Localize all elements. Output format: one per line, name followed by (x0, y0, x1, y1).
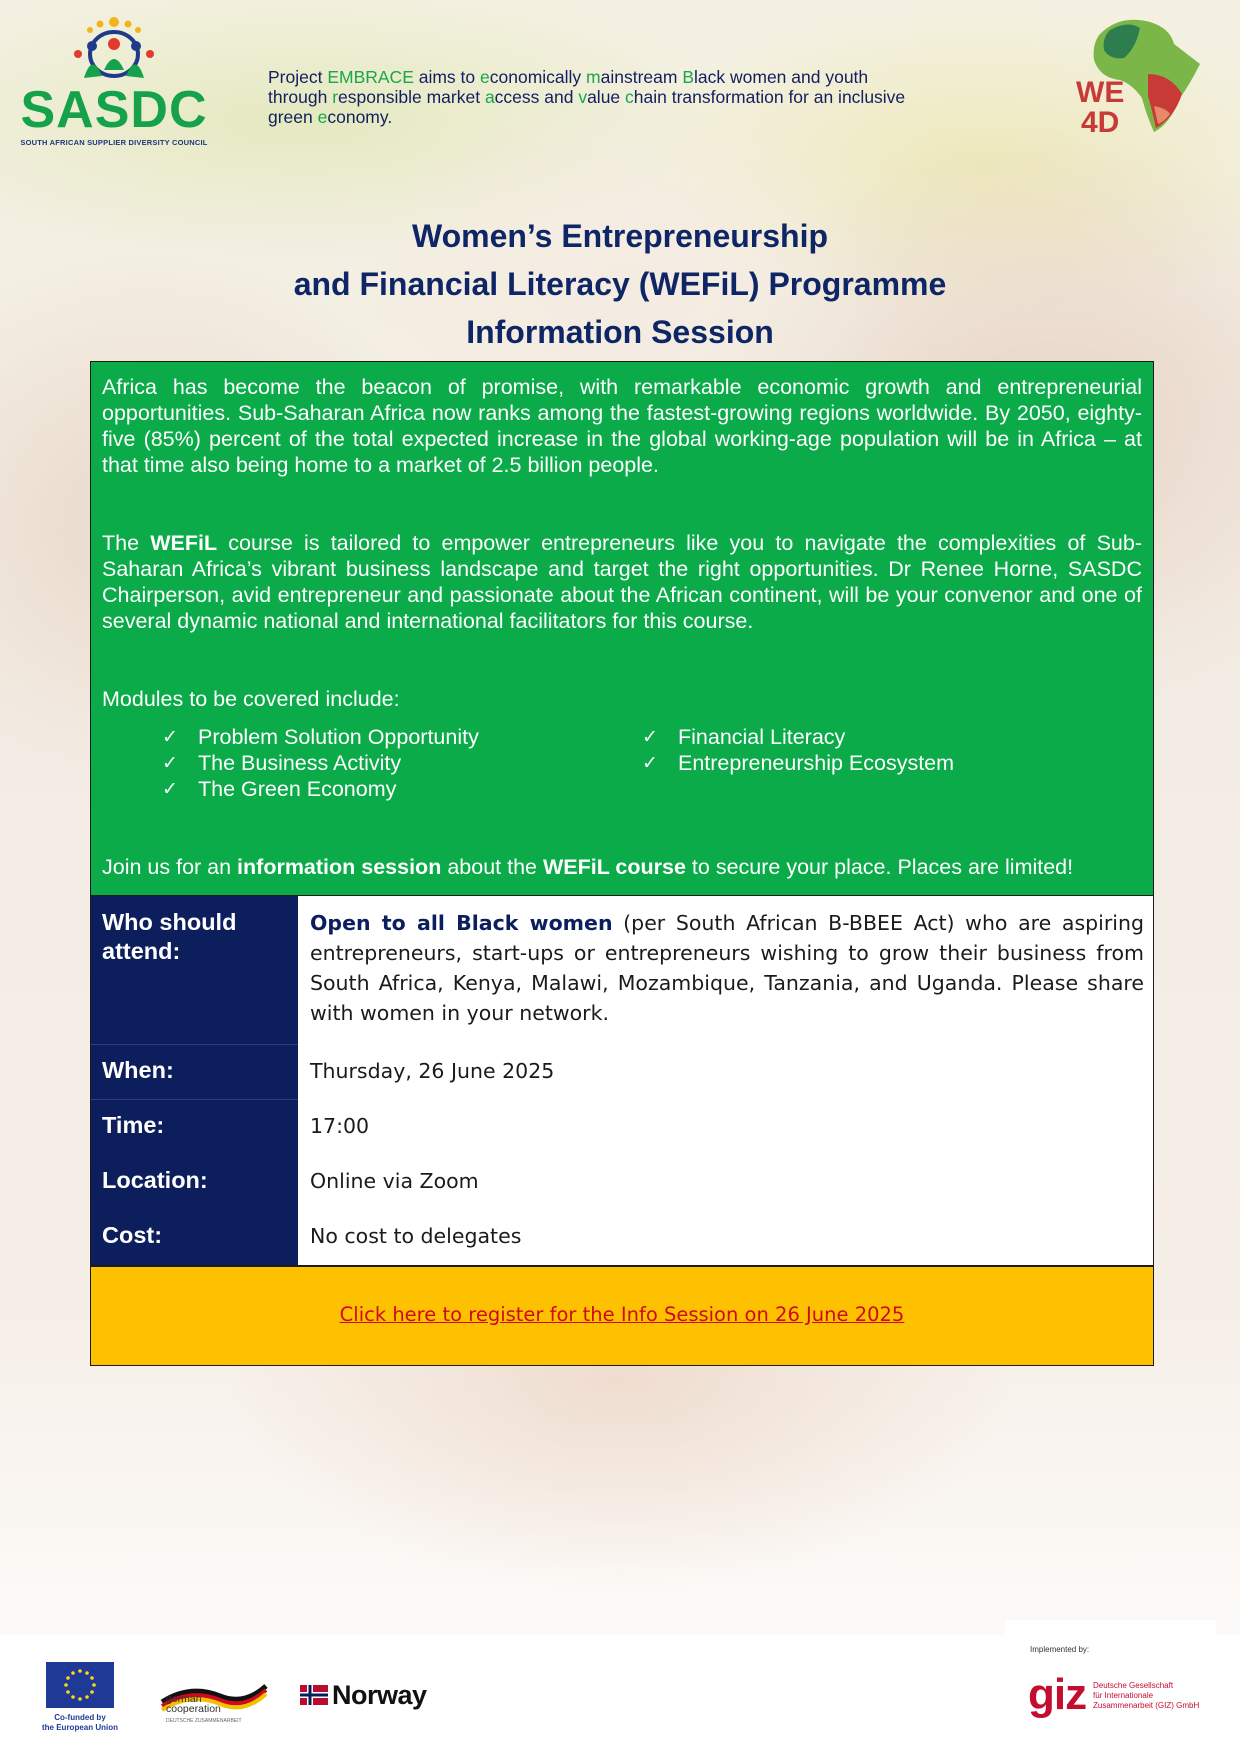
title-line-1: Women’s Entrepreneurship (411, 218, 829, 254)
norway-text: Norway (332, 1679, 427, 1710)
german-cooperation-subtext: DEUTSCHE ZUSAMMENARBEIT (166, 1718, 242, 1724)
table-row-who (91, 896, 1153, 1044)
modules-column-left (102, 724, 622, 802)
cost-label: Cost: (102, 1222, 163, 1248)
check-icon: ✓ (162, 726, 178, 748)
time-value: 17:00 (310, 1114, 370, 1138)
norway-logo (300, 1680, 427, 1710)
check-icon: ✓ (642, 752, 658, 774)
list-item: ✓ The Business Activity (162, 751, 402, 775)
intro-paragraph: Africa has become the beacon of promise, with remarkable economic growth and entrepreneurial opportunities. Sub-Saharan Africa now ranks among the fastest-growing regions worldwide. By 2050, eighty-five (85%) percent of the total expected increase in the global working-age population will be in Africa – at that time also being home to a market of 2.5 billion people. (102, 375, 1142, 477)
join-paragraph: Join us for an information session about the WEFiL course to secure your place. Places are limited! (102, 855, 1074, 879)
we4d-logo (1070, 14, 1210, 144)
cost-value: No cost to delegates (310, 1224, 522, 1248)
sasdc-logo (16, 14, 212, 150)
table-row-location (91, 1154, 1153, 1209)
intro-box (90, 361, 1154, 896)
when-label: When: (102, 1057, 174, 1083)
giz-logo: giz (1028, 1670, 1087, 1719)
tagline-line-3: green economy. (268, 107, 393, 127)
modules-list (102, 724, 1142, 802)
modules-column-right (622, 724, 1142, 802)
check-icon: ✓ (642, 726, 658, 748)
register-band (90, 1266, 1154, 1366)
list-item: ✓ Problem Solution Opportunity (162, 725, 479, 749)
table-row-time (91, 1099, 1153, 1154)
list-item: ✓ The Green Economy (162, 777, 397, 801)
modules-lead: Modules to be covered include: (102, 687, 400, 711)
when-value: Thursday, 26 June 2025 (310, 1059, 555, 1083)
giz-description: Deutsche Gesellschaft für Internationale Zusammenarbeit (GIZ) GmbH (1093, 1681, 1200, 1710)
list-item: ✓ Financial Literacy (642, 725, 846, 749)
course-paragraph: The WEFiL course is tailored to empower entrepreneurs like you to navigate the complexities of Sub-Saharan Africa’s vibrant business landscape and target the right opportunities. Dr Renee Horne, SASDC Chairperson, avid entrepreneur and passionate about the African continent, will be your convenor and one of several dynamic national and international facilitators for this course. (102, 531, 1142, 633)
time-label: Time: (102, 1112, 165, 1138)
project-tagline (268, 67, 968, 127)
sasdc-logo-subtitle: SOUTH AFRICAN SUPPLIER DIVERSITY COUNCIL (20, 138, 208, 147)
sasdc-logo-text: SASDC (20, 81, 208, 139)
eu-flag-icon (46, 1662, 114, 1708)
check-icon: ✓ (162, 778, 178, 800)
who-value: Open to all Black women (per South African B-BBEE Act) who are aspiring entrepreneurs, start-ups or entrepreneurs wishing to grow their business from South Africa, Kenya, Malawi, Mozambique, Tanzania, and Uganda. Please share with women in your network. (310, 911, 1144, 1025)
title-line-3: Information Session (466, 314, 774, 350)
eu-caption: Co-funded by the European Union (42, 1713, 118, 1732)
tagline-line-2: through responsible market access and value chain transformation for an inclusive (268, 87, 906, 107)
table-row-when (91, 1044, 1153, 1099)
session-details-table (90, 896, 1154, 1266)
location-value: Online via Zoom (310, 1169, 479, 1193)
register-link[interactable]: Click here to register for the Info Session on 26 June 2025 (339, 1303, 905, 1326)
we4d-logo-text: WE 4D (1076, 76, 1125, 139)
tagline-line-1: Project EMBRACE aims to economically mainstream Black women and youth (268, 67, 869, 87)
check-icon: ✓ (162, 752, 178, 774)
who-label: Who should attend: (102, 909, 237, 964)
location-label: Location: (102, 1167, 208, 1193)
title-line-2: and Financial Literacy (WEFiL) Programme (293, 266, 947, 302)
norway-flag-icon (300, 1685, 328, 1705)
table-row-cost (91, 1209, 1153, 1264)
page-title (180, 212, 1060, 356)
list-item: ✓ Entrepreneurship Ecosystem (642, 751, 955, 775)
giz-implemented-label: Implemented by: (1030, 1645, 1090, 1654)
german-cooperation-text: german cooperation (166, 1693, 221, 1715)
